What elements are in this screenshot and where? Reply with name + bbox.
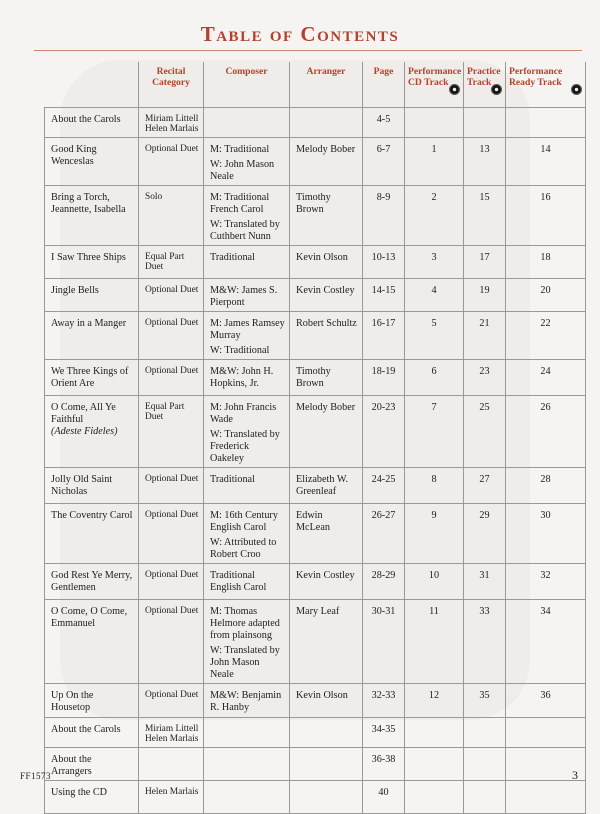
performance-ready-track: 16 — [506, 185, 586, 245]
table-row — [45, 683, 586, 717]
recital-category: Helen Marlais — [139, 780, 204, 813]
arranger: Robert Schultz — [290, 311, 363, 359]
performance-ready-track: 32 — [506, 563, 586, 599]
song-title-text: O Come, All Ye Faithful — [51, 401, 116, 425]
arranger: Melody Bober — [290, 395, 363, 467]
practice-track: 23 — [464, 359, 506, 395]
song-title-text: Jolly Old Saint Nicholas — [51, 473, 113, 497]
performance-ready-track: 18 — [506, 245, 586, 278]
arranger: Elizabeth W. Greenleaf — [290, 467, 363, 503]
composer-words: W: Traditional — [210, 344, 270, 356]
arranger: Timothy Brown — [290, 359, 363, 395]
composer-music: M: James Ramsey Murray — [210, 317, 285, 341]
composer — [204, 359, 290, 395]
product-code: FF1573 — [20, 771, 52, 781]
practice-track — [464, 107, 506, 137]
song-title — [45, 137, 139, 185]
performance-cd-track: 3 — [405, 245, 464, 278]
page-number-cell: 6-7 — [363, 137, 405, 185]
practice-track: 29 — [464, 503, 506, 563]
practice-track: 27 — [464, 467, 506, 503]
performance-cd-track — [405, 747, 464, 780]
header-title-column — [45, 62, 139, 107]
header-practice-label: Practice Track — [467, 66, 501, 88]
performance-cd-track: 2 — [405, 185, 464, 245]
performance-cd-track: 8 — [405, 467, 464, 503]
practice-track: 21 — [464, 311, 506, 359]
performance-cd-track: 6 — [405, 359, 464, 395]
header-performance-ready — [506, 62, 586, 107]
page-number-cell: 16-17 — [363, 311, 405, 359]
arranger: Melody Bober — [290, 137, 363, 185]
song-title — [45, 395, 139, 467]
recital-category: Optional Duet — [139, 467, 204, 503]
header-category: Recital Category — [139, 62, 204, 107]
practice-track: 15 — [464, 185, 506, 245]
cd-icon — [491, 84, 502, 95]
table-row — [45, 107, 586, 137]
header-practice — [464, 62, 506, 107]
page-number-cell: 8-9 — [363, 185, 405, 245]
table-row — [45, 185, 586, 245]
arranger: Kevin Costley — [290, 563, 363, 599]
table-row — [45, 747, 586, 780]
composer — [204, 563, 290, 599]
performance-cd-track: 1 — [405, 137, 464, 185]
composer — [204, 683, 290, 717]
cd-icon — [571, 84, 582, 95]
composer-music: M&W: Benjamin R. Hanby — [210, 689, 282, 713]
performance-cd-track: 12 — [405, 683, 464, 717]
song-title-text: About the Arrangers — [51, 753, 92, 777]
header-performance-cd-label: Performance CD Track — [408, 66, 462, 88]
arranger — [290, 780, 363, 813]
recital-category: Miriam Littell Helen Marlais — [139, 107, 204, 137]
recital-category: Optional Duet — [139, 278, 204, 311]
composer — [204, 278, 290, 311]
performance-ready-track: 30 — [506, 503, 586, 563]
song-title-text: About the Carols — [51, 113, 121, 125]
recital-category: Equal Part Duet — [139, 245, 204, 278]
song-title-text: About the Carols — [51, 723, 121, 735]
header-arranger: Arranger — [290, 62, 363, 107]
composer-music: M: John Francis Wade — [210, 401, 277, 425]
recital-category: Optional Duet — [139, 599, 204, 683]
cd-icon — [449, 84, 460, 95]
performance-ready-track: 26 — [506, 395, 586, 467]
composer — [204, 107, 290, 137]
song-title — [45, 359, 139, 395]
song-title — [45, 747, 139, 780]
performance-ready-track — [506, 780, 586, 813]
composer — [204, 245, 290, 278]
composer — [204, 311, 290, 359]
page-number-cell: 14-15 — [363, 278, 405, 311]
table-row — [45, 245, 586, 278]
composer — [204, 503, 290, 563]
song-title — [45, 467, 139, 503]
song-title-subtitle: (Adeste Fideles) — [51, 425, 118, 437]
composer — [204, 599, 290, 683]
composer — [204, 185, 290, 245]
performance-ready-track — [506, 107, 586, 137]
practice-track — [464, 747, 506, 780]
arranger — [290, 107, 363, 137]
performance-ready-track: 24 — [506, 359, 586, 395]
practice-track — [464, 780, 506, 813]
composer-words: W: Translated by Frederick Oakeley — [210, 428, 280, 464]
header-page: Page — [363, 62, 405, 107]
song-title-text: The Coventry Carol — [51, 509, 133, 521]
composer — [204, 395, 290, 467]
practice-track — [464, 717, 506, 747]
song-title — [45, 717, 139, 747]
recital-category: Optional Duet — [139, 563, 204, 599]
header-performance-ready-label: Performance Ready Track — [509, 66, 563, 88]
performance-ready-track — [506, 717, 586, 747]
song-title — [45, 107, 139, 137]
arranger — [290, 747, 363, 780]
page-number-cell: 32-33 — [363, 683, 405, 717]
table-row — [45, 563, 586, 599]
recital-category — [139, 747, 204, 780]
recital-category: Equal Part Duet — [139, 395, 204, 467]
composer-music: M: 16th Century English Carol — [210, 509, 278, 533]
song-title — [45, 311, 139, 359]
composer-words: W: Attributed to Robert Croo — [210, 536, 277, 560]
page-number-cell: 10-13 — [363, 245, 405, 278]
song-title — [45, 185, 139, 245]
song-title-text: Away in a Manger — [51, 317, 127, 329]
composer — [204, 467, 290, 503]
composer-music: M&W: James S. Pierpont — [210, 284, 278, 308]
composer — [204, 717, 290, 747]
title-rule — [34, 50, 582, 51]
performance-cd-track: 11 — [405, 599, 464, 683]
performance-cd-track — [405, 107, 464, 137]
composer — [204, 780, 290, 813]
recital-category: Optional Duet — [139, 683, 204, 717]
arranger: Kevin Olson — [290, 683, 363, 717]
practice-track: 25 — [464, 395, 506, 467]
page-number-cell: 36-38 — [363, 747, 405, 780]
header-row — [45, 62, 586, 107]
page-number-cell: 26-27 — [363, 503, 405, 563]
composer-music: Traditional — [210, 251, 255, 263]
arranger: Timothy Brown — [290, 185, 363, 245]
performance-ready-track: 22 — [506, 311, 586, 359]
song-title-text: God Rest Ye Merry, Gentlemen — [51, 569, 133, 593]
recital-category: Optional Duet — [139, 503, 204, 563]
table-row — [45, 503, 586, 563]
song-title-text: O Come, O Come, Emmanuel — [51, 605, 128, 629]
composer-words: W: John Mason Neale — [210, 158, 275, 182]
performance-ready-track: 20 — [506, 278, 586, 311]
page-number-cell: 34-35 — [363, 717, 405, 747]
recital-category: Solo — [139, 185, 204, 245]
page-number: 3 — [572, 768, 578, 782]
arranger: Edwin McLean — [290, 503, 363, 563]
page-number-cell: 24-25 — [363, 467, 405, 503]
performance-cd-track: 5 — [405, 311, 464, 359]
performance-cd-track: 4 — [405, 278, 464, 311]
performance-ready-track: 36 — [506, 683, 586, 717]
page-number-cell: 4-5 — [363, 107, 405, 137]
table-row — [45, 467, 586, 503]
song-title — [45, 780, 139, 813]
composer-music: Traditional English Carol — [210, 569, 267, 593]
song-title-text: Jingle Bells — [51, 284, 99, 296]
performance-cd-track — [405, 717, 464, 747]
recital-category: Miriam Littell Helen Marlais — [139, 717, 204, 747]
arranger — [290, 717, 363, 747]
arranger: Kevin Costley — [290, 278, 363, 311]
recital-category: Optional Duet — [139, 311, 204, 359]
header-performance-cd — [405, 62, 464, 107]
song-title — [45, 503, 139, 563]
composer-music: M: Thomas Helmore adapted from plainsong — [210, 605, 280, 641]
performance-ready-track: 14 — [506, 137, 586, 185]
song-title — [45, 245, 139, 278]
practice-track: 17 — [464, 245, 506, 278]
practice-track: 35 — [464, 683, 506, 717]
table-row — [45, 717, 586, 747]
composer-music: M&W: John H. Hopkins, Jr. — [210, 365, 274, 389]
performance-cd-track — [405, 780, 464, 813]
recital-category: Optional Duet — [139, 359, 204, 395]
practice-track: 19 — [464, 278, 506, 311]
performance-cd-track: 9 — [405, 503, 464, 563]
table-row — [45, 359, 586, 395]
song-title — [45, 278, 139, 311]
page-number-cell: 20-23 — [363, 395, 405, 467]
table-row — [45, 395, 586, 467]
contents-table — [44, 62, 586, 814]
practice-track: 33 — [464, 599, 506, 683]
arranger: Mary Leaf — [290, 599, 363, 683]
table-row — [45, 311, 586, 359]
page-number-cell: 30-31 — [363, 599, 405, 683]
arranger: Kevin Olson — [290, 245, 363, 278]
song-title-text: Using the CD — [51, 786, 108, 798]
song-title-text: Good King Wenceslas — [51, 143, 97, 167]
performance-ready-track: 34 — [506, 599, 586, 683]
table-row — [45, 278, 586, 311]
composer — [204, 747, 290, 780]
song-title — [45, 599, 139, 683]
performance-cd-track: 7 — [405, 395, 464, 467]
practice-track: 13 — [464, 137, 506, 185]
table-row — [45, 137, 586, 185]
table-row — [45, 780, 586, 813]
song-title — [45, 683, 139, 717]
page-number-cell: 28-29 — [363, 563, 405, 599]
composer-music: M: Traditional French Carol — [210, 191, 270, 215]
practice-track: 31 — [464, 563, 506, 599]
page-number-cell: 18-19 — [363, 359, 405, 395]
composer-music: M: Traditional — [210, 143, 270, 155]
table-row — [45, 599, 586, 683]
song-title-text: Bring a Torch, Jeannette, Isabella — [51, 191, 126, 215]
header-composer: Composer — [204, 62, 290, 107]
recital-category: Optional Duet — [139, 137, 204, 185]
composer-words: W: Translated by John Mason Neale — [210, 644, 280, 680]
composer — [204, 137, 290, 185]
page-number-cell: 40 — [363, 780, 405, 813]
song-title — [45, 563, 139, 599]
song-title-text: Up On the Housetop — [51, 689, 94, 713]
page-title: Table of Contents — [200, 22, 400, 46]
song-title-text: I Saw Three Ships — [51, 251, 126, 263]
composer-words: W: Translated by Cuthbert Nunn — [210, 218, 280, 242]
composer-music: Traditional — [210, 473, 255, 485]
performance-ready-track: 28 — [506, 467, 586, 503]
song-title-text: We Three Kings of Orient Are — [51, 365, 129, 389]
performance-cd-track: 10 — [405, 563, 464, 599]
